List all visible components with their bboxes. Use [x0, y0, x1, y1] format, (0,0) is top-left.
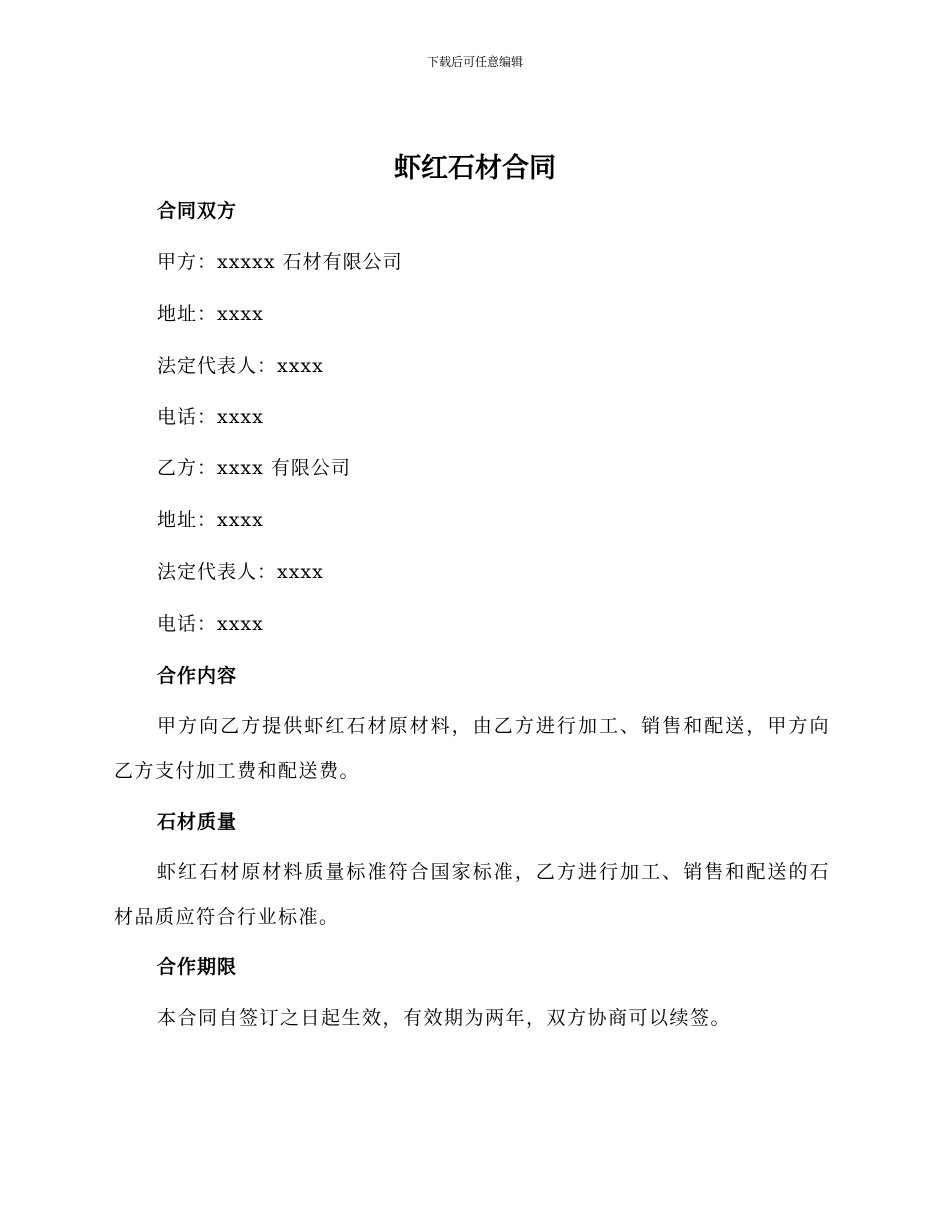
- party-a-phone: 电话：xxxx: [157, 406, 264, 428]
- party-b-address: 地址：xxxx: [157, 509, 264, 531]
- quality-body: 虾红石材原材料质量标准符合国家标准，乙方进行加工、销售和配送的石材品质应符合行业标准。: [114, 861, 830, 928]
- page-header-note: 下载后可任意编辑: [426, 55, 523, 69]
- party-a-representative: 法定代表人：xxxx: [157, 355, 324, 377]
- party-b-name: 乙方：xxxx 有限公司: [157, 457, 351, 479]
- section-heading-cooperation: 合作内容: [157, 665, 238, 687]
- section-heading-parties: 合同双方: [157, 200, 238, 222]
- party-a-name: 甲方：xxxxx 石材有限公司: [157, 251, 403, 273]
- party-b-representative: 法定代表人：xxxx: [157, 561, 324, 583]
- cooperation-body: 甲方向乙方提供虾红石材原材料，由乙方进行加工、销售和配送，甲方向乙方支付加工费和配送费。: [114, 715, 830, 782]
- party-a-address: 地址：xxxx: [157, 303, 264, 325]
- section-heading-quality: 石材质量: [157, 811, 238, 833]
- term-body: 本合同自签订之日起生效，有效期为两年，双方协商可以续签。: [157, 1007, 732, 1029]
- section-heading-term: 合作期限: [157, 956, 238, 978]
- party-b-phone: 电话：xxxx: [157, 613, 264, 635]
- document-title: 虾红石材合同: [394, 153, 556, 184]
